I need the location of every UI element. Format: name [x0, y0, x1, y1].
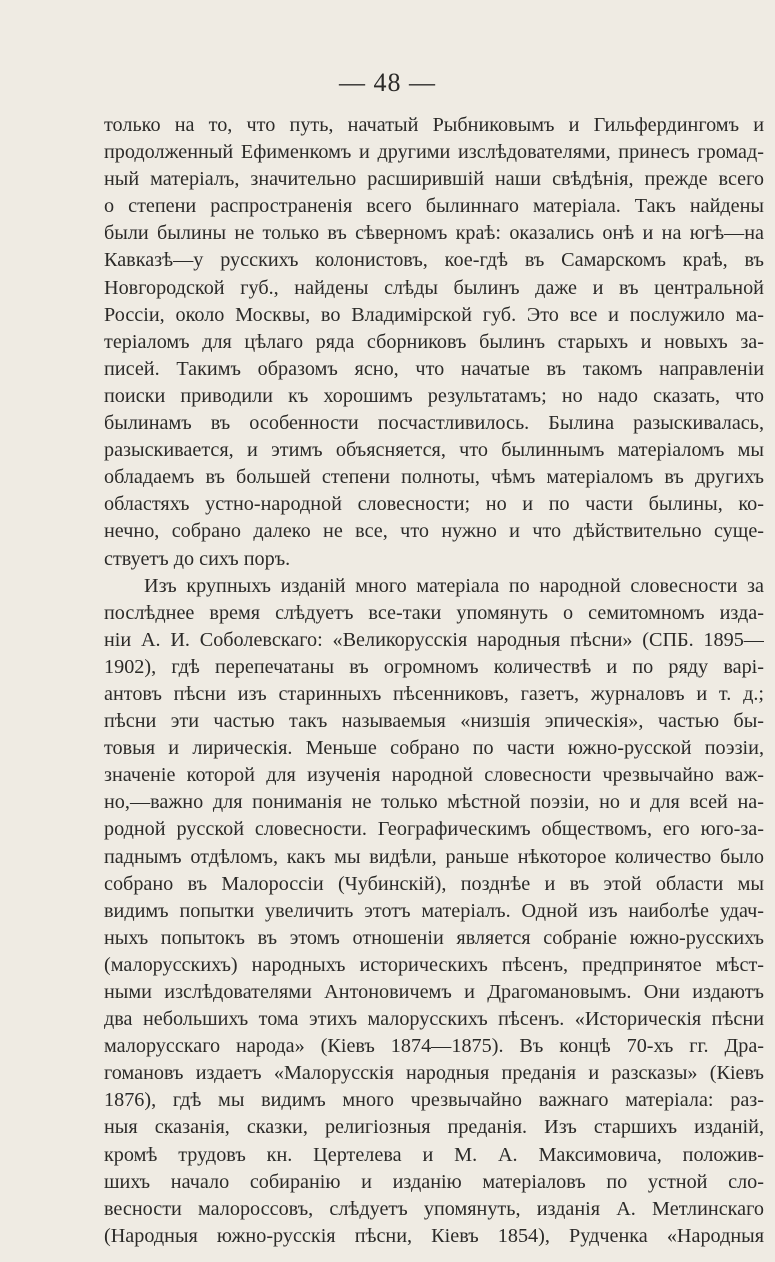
text-line: ныхъ попытокъ въ этомъ отношеніи является собраніе южно-русскихъ — [104, 926, 764, 949]
text-line: пѣсни эти частью такъ называемыя «низшія эпическія», частью бы- — [104, 710, 764, 733]
text-line: но,—важно для пониманія не только мѣстной поэзіи, но и для всей на- — [104, 791, 764, 814]
text-line: товыя и лирическія. Меньше собрано по части южно-русской поэзіи, — [104, 737, 764, 760]
text-line: писей. Такимъ образомъ ясно, что начатые въ такомъ направленіи — [104, 357, 764, 380]
text-line: ныя сказанія, сказки, религіозныя преданія. Изъ старшихъ изданій, — [104, 1116, 764, 1139]
text-line: паднымъ отдѣломъ, какъ мы видѣли, раньше нѣкоторое количество было — [104, 845, 764, 868]
text-line: Россіи, около Москвы, во Владимірской губ. Это все и послужило ма- — [104, 303, 764, 326]
text-line: 1902), гдѣ перепечатаны въ огромномъ количествѣ и по ряду варі- — [104, 655, 764, 678]
text-line: шихъ начало собиранію и изданію матеріаловъ по устной сло- — [104, 1170, 764, 1193]
text-line: Изъ крупныхъ изданій много матеріала по народной словесности за — [144, 574, 764, 597]
text-line: кромѣ трудовъ кн. Цертелева и М. А. Максимовича, положив- — [104, 1143, 764, 1166]
text-line: родной русской словесности. Географическимъ обществомъ, его юго-за- — [104, 818, 764, 841]
text-line: ный матеріалъ, значительно расширившій наши свѣдѣнія, прежде всего — [104, 168, 764, 191]
text-line: только на то, что путь, начатый Рыбниковымъ и Гильфердингомъ и — [104, 114, 764, 136]
text-line: Кавказѣ—у русскихъ колонистовъ, кое-гдѣ въ Самарскомъ краѣ, въ — [104, 249, 764, 272]
page-number: — 48 — — [339, 68, 436, 97]
text-line: (малорусскихъ) народныхъ историческихъ пѣсенъ, предпринятое мѣст- — [104, 953, 764, 976]
text-line: (Народныя южно-русскія пѣсни, Кіевъ 1854), Рудченка «Народныя — [104, 1224, 764, 1247]
text-line: антовъ пѣсни изъ старинныхъ пѣсенниковъ, газетъ, журналовъ и т. д.; — [104, 682, 764, 705]
text-line: малорусскаго народа» (Кіевъ 1874—1875). Въ концѣ 70-хъ гг. Дра- — [104, 1035, 764, 1058]
text-block — [104, 112, 764, 1250]
text-line: весности малороссовъ, слѣдуетъ упомянуть, изданія А. Метлинскаго — [104, 1197, 764, 1220]
text-line: нечно, собрано далеко не все, что нужно и что дѣйствительно суще- — [104, 520, 764, 543]
text-line: значеніе которой для изученія народной словесности чрезвычайно важ- — [104, 764, 764, 787]
paragraph — [104, 573, 764, 1250]
text-line: продолженный Ефименкомъ и другими изслѣдователями, принесъ громад- — [104, 141, 764, 164]
text-line: поиски приводили къ хорошимъ результатамъ; но надо сказать, что — [104, 384, 764, 407]
text-line: обладаемъ въ большей степени полноты, чѣмъ матеріаломъ въ другихъ — [104, 466, 764, 489]
text-line: два небольшихъ тома этихъ малорусскихъ пѣсенъ. «Историческія пѣсни — [104, 1008, 764, 1031]
text-line: ными изслѣдователями Антоновичемъ и Драгомановымъ. Они издаютъ — [104, 981, 764, 1003]
text-line: гомановъ издаетъ «Малорусскія народныя преданія и разсказы» (Кіевъ — [104, 1062, 764, 1085]
text-line: 1876), гдѣ мы видимъ много чрезвычайно важнаго матеріала: раз- — [104, 1089, 764, 1112]
text-line: разыскивается, и этимъ объясняется, что былиннымъ матеріаломъ мы — [104, 439, 764, 462]
text-line: былинамъ въ особенности посчастливилось. Былина разыскивалась, — [104, 412, 764, 435]
text-line: областяхъ устно-народной словесности; но и по части былины, ко- — [104, 493, 764, 516]
paragraph — [104, 112, 764, 573]
text-line: видимъ попытки увеличить этотъ матеріалъ. Одной изъ наиболѣе удач- — [104, 899, 764, 922]
text-line: о степени распространенія всего былиннаго матеріала. Такъ найдены — [104, 195, 764, 218]
text-line: Новгородской губ., найдены слѣды былинъ даже и въ центральной — [104, 276, 764, 299]
text-line: собрано въ Малороссіи (Чубинскій), позднѣе и въ этой области мы — [104, 872, 764, 895]
text-line: были былины не только въ сѣверномъ краѣ: оказались онѣ и на югѣ—на — [104, 222, 764, 245]
text-line: послѣднее время слѣдуетъ все-таки упомянуть о семитомномъ изда- — [104, 601, 764, 624]
text-line: теріаломъ для цѣлаго ряда сборниковъ былинъ старыхъ и новыхъ за- — [104, 330, 764, 353]
text-line: ствуетъ до сихъ поръ. — [104, 547, 291, 570]
text-line: ніи А. И. Соболевскаго: «Великорусскія народныя пѣсни» (СПБ. 1895— — [104, 628, 764, 651]
